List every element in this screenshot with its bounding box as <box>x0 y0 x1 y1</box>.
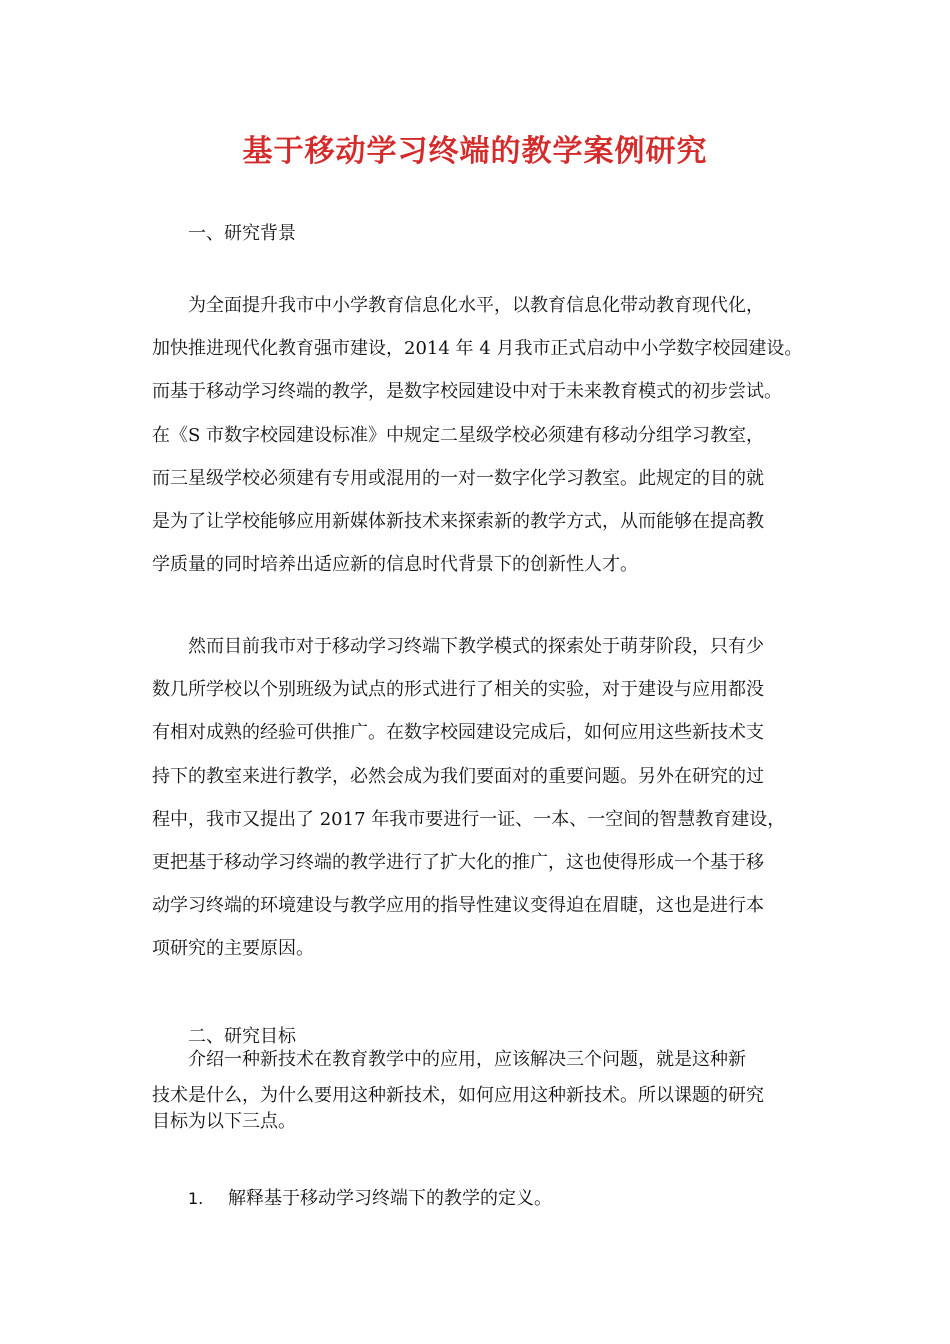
paragraph-line: 是为了让学校能够应用新媒体新技术来探索新的教学方式，从而能够在提高教 <box>152 511 764 533</box>
paragraph-line: 程中，我市又提出了 2017 年我市要进行一证、一本、一空间的智慧教育建设， <box>152 808 786 830</box>
paragraph-line: 持下的教室来进行教学，必然会成为我们要面对的重要问题。另外在研究的过 <box>152 765 764 787</box>
paragraph-line: 有相对成熟的经验可供推广。在数字校园建设完成后，如何应用这些新技术支 <box>152 722 764 744</box>
paragraph-background-2 <box>152 625 824 971</box>
paragraph-line: 加快推进现代化教育强市建设，2014 年 4 月我市正式启动中小学数字校园建设。 <box>152 338 803 360</box>
paragraph-line: 而三星级学校必须建有专用或混用的一对一数字化学习教室。此规定的目的就 <box>152 467 764 489</box>
list-number: 1. <box>188 1189 204 1208</box>
paragraph-line: 而基于移动学习终端的教学，是数字校园建设中对于未来教育模式的初步尝试。 <box>152 381 782 403</box>
document-title: 基于移动学习终端的教学案例研究 <box>242 134 708 169</box>
paragraph-line: 数几所学校以个别班级为试点的形式进行了相关的实验，对于建设与应用都没 <box>152 679 764 701</box>
section-heading-objectives: 二、研究目标 <box>188 1026 296 1047</box>
paragraph-line: 在《S 市数字校园建设标准》中规定二星级学校必须建有移动分组学习教室， <box>152 424 765 446</box>
list-item-text: 解释基于移动学习终端下的教学的定义。 <box>228 1188 552 1209</box>
paragraph-line: 项研究的主要原因。 <box>152 938 314 960</box>
list-item <box>188 1188 552 1210</box>
paragraph-line: 技术是什么，为什么要用这种新技术，如何应用这种新技术。所以课题的研究 <box>152 1085 764 1106</box>
paragraph-background-1 <box>152 284 824 586</box>
paragraph-line: 介绍一种新技术在教育教学中的应用，应该解决三个问题，就是这种新 <box>188 1049 746 1070</box>
paragraph-line: 更把基于移动学习终端的教学进行了扩大化的推广，这也使得形成一个基于移 <box>152 852 764 874</box>
paragraph-objectives <box>152 1043 824 1133</box>
paragraph-line: 动学习终端的环境建设与教学应用的指导性建议变得迫在眉睫，这也是进行本 <box>152 895 764 917</box>
paragraph-line: 为全面提升我市中小学教育信息化水平，以教育信息化带动教育现代化， <box>188 295 764 316</box>
paragraph-line: 目标为以下三点。 <box>152 1111 296 1132</box>
section-heading-background: 一、研究背景 <box>188 223 296 244</box>
paragraph-line: 学质量的同时培养出适应新的信息时代背景下的创新性人才。 <box>152 554 638 576</box>
paragraph-line: 然而目前我市对于移动学习终端下教学模式的探索处于萌芽阶段，只有少 <box>188 636 764 657</box>
